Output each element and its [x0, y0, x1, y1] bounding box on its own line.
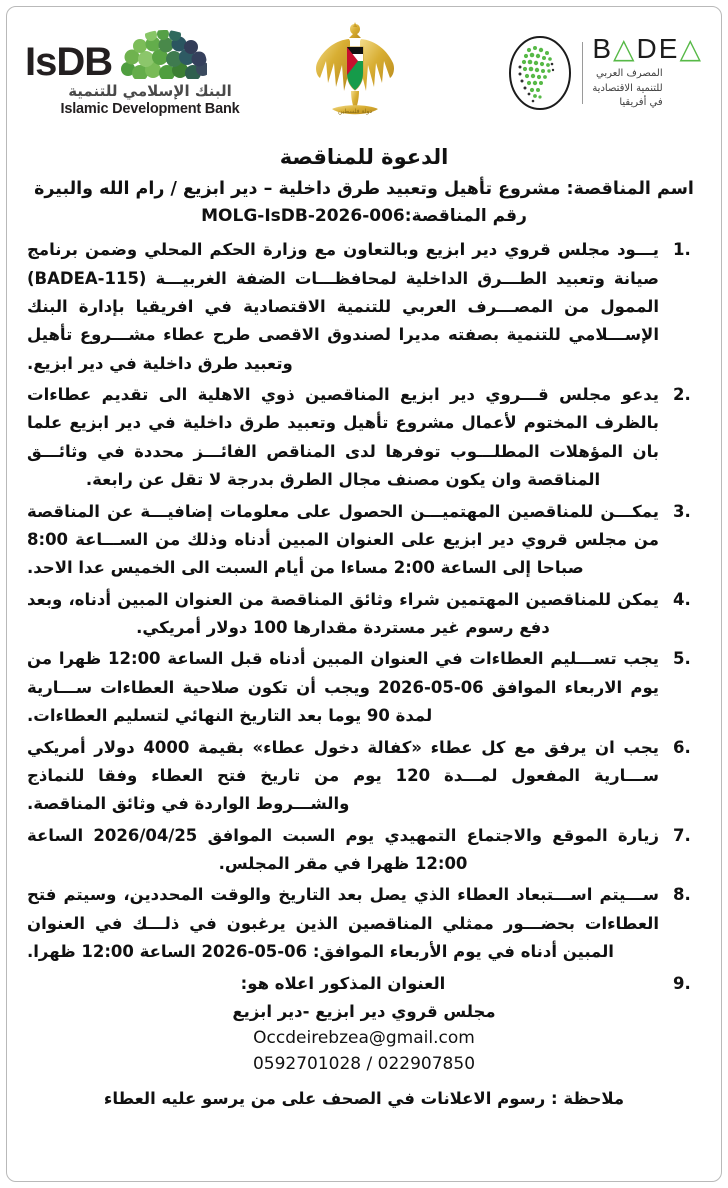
clause-text: يدعو مجلس قـــروي دير ابزيع المناقصين ذوي الاهلية الى تقديم عطاءات بالظرف المختوم لأعمال مشروع تأهيل وتعبيد طرق داخلية في دير ابزيع علما بان المؤهلات المطلـــوب توفرها لدى المناقص الفائـــز محددة في وثائـــق المناقصة وان يكون مصنف مجال الطرق بدرجة لا تقل عن رابعة.	[27, 385, 659, 490]
clause-number: 6.	[673, 737, 691, 757]
clause-number: 1.	[673, 240, 691, 260]
council-address-line: مجلس قروي دير ابزيع -دير ابزيع	[232, 1001, 496, 1021]
badea-arabic-subtitle	[592, 67, 662, 111]
badea-arabic-line-3: في أفريقيا	[619, 97, 663, 109]
contact-email[interactable]: Occdeirebzea@gmail.com	[253, 1027, 475, 1048]
clause-item	[27, 498, 701, 583]
clause-number: 8.	[673, 885, 691, 905]
clause-item	[27, 881, 701, 966]
clause-list	[7, 232, 721, 998]
advertising-fee-note: ملاحظة : رسوم الاعلانات في الصحف على من يرسو عليه العطاء	[103, 1089, 625, 1109]
isdb-english-name: Islamic Development Bank	[60, 101, 240, 117]
isdb-arabic-name: البنك الإسلامي للتنمية	[68, 82, 232, 100]
tender-number-label: رقم المناقصة:	[404, 206, 527, 226]
clause-text: يجب تســـليم العطاءات في العنوان المبين أدناه قبل الساعة 12:00 ظهرا من يوم الاربعاء الموافق 06-05-2026 ويجب أن تكون صلاحية العطاءات ســـارية لمدة 90 يوما بعد التاريخ النهائي لتسليم العطاءات.	[27, 649, 659, 726]
clause-item	[27, 586, 701, 643]
clause-item	[27, 645, 701, 730]
clause-text: يمكن للمناقصين المهتمين شراء وثائق المناقصة من العنوان المبين أدناه، وبعد دفع رسوم غير مستردة مقدارها 100 دولار أمريكي.	[27, 589, 659, 638]
tender-number-value: MOLG-IsDB-2026-006	[201, 206, 405, 226]
logo-header-band	[7, 7, 721, 131]
clause-text: يمكـــن للمناقصين المهتميـــن الحصول على معلومات إضافيـــة عن المناقصة من مجلس قروي دير ابزيع على العنوان المبين أدناه وذلك من الســـاعة 8:00 صباحا إلى الساعة 2:00 مساءا من أيام السبت الى الخميس عدا الاحد.	[27, 501, 659, 578]
badea-africa-globe-icon	[507, 34, 573, 112]
clause-item	[27, 734, 701, 819]
clause-number: 9.	[673, 973, 691, 993]
clause-item	[27, 970, 701, 998]
tender-name-line: اسم المناقصة: مشروع تأهيل وتعبيد طرق داخلية – دير ابزيع / رام الله والبيرة	[34, 179, 694, 199]
isdb-acronym: IsDB	[25, 40, 113, 84]
page-title: الدعوة للمناقصة	[279, 145, 449, 169]
badea-wordmark	[592, 35, 703, 111]
contact-phones: 0592701028 / 022907850	[252, 1053, 476, 1074]
clause-number: 3.	[673, 501, 691, 521]
advert-sheet	[6, 6, 722, 1182]
svg-text:دولة فلسطين: دولة فلسطين	[337, 108, 373, 115]
clause-text: ســـيتم اســـتبعاد العطاء الذي يصل بعد التاريخ والوقت المحددين، وسيتم فتح العطاءات بحضـــور ممثلي المناقصين الذين يرغبون في ذلـــك في العنوان المبين أدناه في يوم الأربعاء الموافق: 06-05-2026 الساعة 12:00 ظهرا.	[27, 885, 659, 962]
badea-arabic-line-1: المصرف العربي	[596, 68, 663, 80]
badea-acronym: B△DE△	[592, 33, 703, 65]
clause-number: 2.	[673, 385, 691, 405]
clause-number: 5.	[673, 649, 691, 669]
clause-text: يـــود مجلس قروي دير ابزيع وبالتعاون مع وزارة الحكم المحلي وضمن برنامج صيانة وتعبيد الطـــرق الداخلية لمحافظـــات الضفة الغربيـــة (BADEA-115) الممول من المصـــرف العربي للتنمية الاقتصادية في افريقيا بإدارة البنك الإســـلامي للتنمية بصفته مديرا لصندوق الاقصى طرح عطاء مشـــروع تأهيل وتعبيد طرق داخلية في دير ابزيع.	[27, 240, 659, 373]
clause-item	[27, 236, 701, 378]
palestinian-state-emblem	[312, 21, 398, 125]
clause-item	[27, 381, 701, 495]
clause-text: زيارة الموقع والاجتماع التمهيدي يوم السبت الموافق 2026/04/25 الساعة 12:00 ظهرا في مقر المجلس.	[27, 825, 659, 874]
clause-item	[27, 822, 701, 879]
isdb-dome-icon	[118, 29, 210, 81]
tender-number-line	[7, 203, 721, 230]
badea-arabic-line-2: للتنمية الاقتصادية	[592, 82, 663, 94]
isdb-logo	[25, 29, 275, 117]
contact-address-block	[7, 999, 721, 1077]
clause-text: يجب ان يرفق مع كل عطاء «كفالة دخول عطاء» بقيمة 4000 دولار أمريكي ســـارية المفعول لمـــدة 120 يوم من تاريخ فتح العطاء وفقا للنماذج والشـــروط الواردة في وثائق المناقصة.	[27, 737, 659, 814]
badea-logo	[435, 34, 703, 112]
clause-text: العنوان المذكور اعلاه هو:	[240, 973, 446, 993]
badea-divider	[582, 42, 583, 104]
clause-number: 7.	[673, 825, 691, 845]
clause-number: 4.	[673, 589, 691, 609]
isdb-logo-top	[25, 29, 210, 84]
